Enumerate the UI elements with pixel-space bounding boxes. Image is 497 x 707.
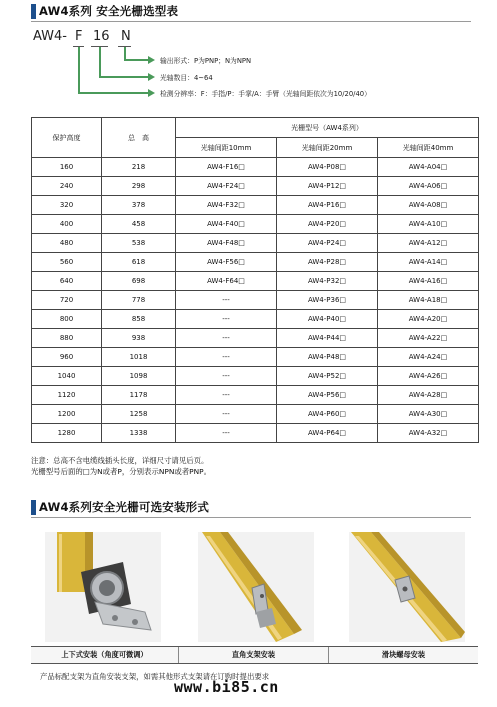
watermark: www.bi85.cn	[174, 678, 279, 696]
code-part-n: N	[121, 29, 131, 44]
cell-total-height: 1018	[102, 348, 176, 367]
code-part-f: F	[75, 29, 83, 44]
cell-model-20mm: AW4-P12□	[277, 177, 378, 196]
cell-model-20mm: AW4-P52□	[277, 367, 378, 386]
slide-nut-image	[349, 532, 465, 642]
cell-protect-height: 480	[32, 234, 102, 253]
cell-model-20mm: AW4-P16□	[277, 196, 378, 215]
table-row	[32, 177, 479, 196]
table-row	[32, 158, 479, 177]
footnote-total-height: 注意：总高不含电缆线插头长度，详细尺寸请见后页。	[31, 456, 209, 465]
caption-right-angle: 直角支架安装	[231, 650, 276, 659]
cell-total-height: 538	[102, 234, 176, 253]
table-row	[32, 234, 479, 253]
code-part-num: 16	[93, 29, 110, 44]
table-row	[32, 348, 479, 367]
cell-model-20mm: AW4-P20□	[277, 215, 378, 234]
table-row	[32, 424, 479, 443]
section-rule	[31, 21, 471, 22]
cell-protect-height: 240	[32, 177, 102, 196]
cell-model-10mm: AW4-F24□	[176, 177, 277, 196]
cell-protect-height: 1040	[32, 367, 102, 386]
cell-total-height: 778	[102, 291, 176, 310]
cell-protect-height: 400	[32, 215, 102, 234]
table-row	[32, 367, 479, 386]
cell-model-10mm: AW4-F48□	[176, 234, 277, 253]
cell-model-40mm: AW4-A18□	[378, 291, 479, 310]
cell-total-height: 378	[102, 196, 176, 215]
cell-model-20mm: AW4-P24□	[277, 234, 378, 253]
caption-updown: 上下式安装（角度可微调）	[61, 650, 148, 659]
cell-model-10mm: ---	[176, 291, 277, 310]
note-axis-count: 光轴数目：4~64	[160, 74, 213, 82]
cell-model-20mm: AW4-P32□	[277, 272, 378, 291]
cell-model-40mm: AW4-A10□	[378, 215, 479, 234]
cell-model-10mm: ---	[176, 424, 277, 443]
arrow-num-icon	[148, 73, 155, 81]
connector-num-h	[99, 76, 149, 78]
bottom-note: 产品标配支架为直角安装支架，如需其他形式支架请在订购时提出要求	[40, 672, 270, 681]
cell-model-10mm: ---	[176, 367, 277, 386]
cell-protect-height: 1280	[32, 424, 102, 443]
cell-model-40mm: AW4-A06□	[378, 177, 479, 196]
connector-f	[78, 47, 80, 93]
cell-model-10mm: ---	[176, 329, 277, 348]
cell-total-height: 458	[102, 215, 176, 234]
cell-total-height: 218	[102, 158, 176, 177]
caption-slide-nut: 滑块螺母安装	[381, 650, 426, 659]
cell-protect-height: 960	[32, 348, 102, 367]
cell-total-height: 1258	[102, 405, 176, 424]
cell-model-40mm: AW4-A12□	[378, 234, 479, 253]
note-output-type: 输出形式：P为PNP；N为NPN	[160, 57, 252, 65]
subheader-20mm: 光轴间距20mm	[277, 138, 378, 158]
table-row	[32, 215, 479, 234]
section-header-mounting	[31, 498, 471, 518]
connector-num	[99, 47, 101, 78]
table-row	[32, 291, 479, 310]
cell-protect-height: 1120	[32, 386, 102, 405]
header-total-height: 总 高	[102, 118, 176, 158]
cell-model-40mm: AW4-A24□	[378, 348, 479, 367]
cell-protect-height: 1200	[32, 405, 102, 424]
cell-model-10mm: AW4-F40□	[176, 215, 277, 234]
cell-model-40mm: AW4-A14□	[378, 253, 479, 272]
footnote-model-suffix: 光栅型号后面的□为N或者P，分别表示NPN或者PNP。	[31, 467, 211, 476]
cell-total-height: 938	[102, 329, 176, 348]
table-row	[32, 272, 479, 291]
cell-protect-height: 320	[32, 196, 102, 215]
cell-model-20mm: AW4-P56□	[277, 386, 378, 405]
cell-protect-height: 560	[32, 253, 102, 272]
cell-model-10mm: AW4-F16□	[176, 158, 277, 177]
cell-protect-height: 800	[32, 310, 102, 329]
section-title: AW4系列 安全光栅选型表	[39, 4, 179, 18]
header-model-group: 光栅型号（AW4系列）	[176, 118, 479, 138]
cell-model-40mm: AW4-A32□	[378, 424, 479, 443]
cell-protect-height: 720	[32, 291, 102, 310]
updown-bracket-image	[45, 532, 161, 642]
cell-model-40mm: AW4-A26□	[378, 367, 479, 386]
cell-model-20mm: AW4-P36□	[277, 291, 378, 310]
cell-model-10mm: ---	[176, 386, 277, 405]
cell-model-40mm: AW4-A16□	[378, 272, 479, 291]
selection-table	[31, 117, 479, 443]
subheader-10mm: 光轴间距10mm	[176, 138, 277, 158]
note-resolution: 检测分辨率：F：手指/P：手掌/A：手臂（光轴间距依次为10/20/40）	[160, 90, 371, 98]
right-angle-bracket-image	[198, 532, 314, 642]
mount-caption-row	[31, 646, 478, 664]
section-rule	[31, 517, 471, 518]
cell-model-20mm: AW4-P08□	[277, 158, 378, 177]
cell-model-40mm: AW4-A28□	[378, 386, 479, 405]
cell-protect-height: 640	[32, 272, 102, 291]
cell-model-10mm: AW4-F64□	[176, 272, 277, 291]
cell-total-height: 618	[102, 253, 176, 272]
table-row	[32, 386, 479, 405]
section-header-selection	[31, 2, 471, 22]
cell-model-10mm: ---	[176, 310, 277, 329]
connector-n-h	[124, 59, 149, 61]
table-row	[32, 253, 479, 272]
table-row	[32, 405, 479, 424]
section-bar	[31, 500, 36, 515]
section-title: AW4系列安全光栅可选安装形式	[39, 500, 210, 514]
cell-model-20mm: AW4-P40□	[277, 310, 378, 329]
cell-model-20mm: AW4-P48□	[277, 348, 378, 367]
cell-model-40mm: AW4-A22□	[378, 329, 479, 348]
cell-total-height: 1178	[102, 386, 176, 405]
cell-total-height: 698	[102, 272, 176, 291]
header-protect-height: 保护高度	[32, 118, 102, 158]
cell-total-height: 1098	[102, 367, 176, 386]
cell-model-20mm: AW4-P64□	[277, 424, 378, 443]
cell-total-height: 298	[102, 177, 176, 196]
table-row	[32, 310, 479, 329]
cell-model-10mm: AW4-F32□	[176, 196, 277, 215]
table-row	[32, 196, 479, 215]
cell-model-20mm: AW4-P60□	[277, 405, 378, 424]
cell-model-40mm: AW4-A20□	[378, 310, 479, 329]
cell-model-10mm: ---	[176, 348, 277, 367]
cell-model-40mm: AW4-A04□	[378, 158, 479, 177]
cell-total-height: 1338	[102, 424, 176, 443]
cell-total-height: 858	[102, 310, 176, 329]
cell-protect-height: 880	[32, 329, 102, 348]
arrow-n-icon	[148, 56, 155, 64]
code-prefix: AW4-	[33, 29, 67, 44]
cell-protect-height: 160	[32, 158, 102, 177]
cell-model-40mm: AW4-A08□	[378, 196, 479, 215]
cell-model-10mm: ---	[176, 405, 277, 424]
arrow-f-icon	[148, 89, 155, 97]
cell-model-40mm: AW4-A30□	[378, 405, 479, 424]
cell-model-20mm: AW4-P44□	[277, 329, 378, 348]
table-row	[32, 329, 479, 348]
connector-f-h	[78, 92, 149, 94]
subheader-40mm: 光轴间距40mm	[378, 138, 479, 158]
section-bar	[31, 4, 36, 19]
cell-model-20mm: AW4-P28□	[277, 253, 378, 272]
cell-model-10mm: AW4-F56□	[176, 253, 277, 272]
